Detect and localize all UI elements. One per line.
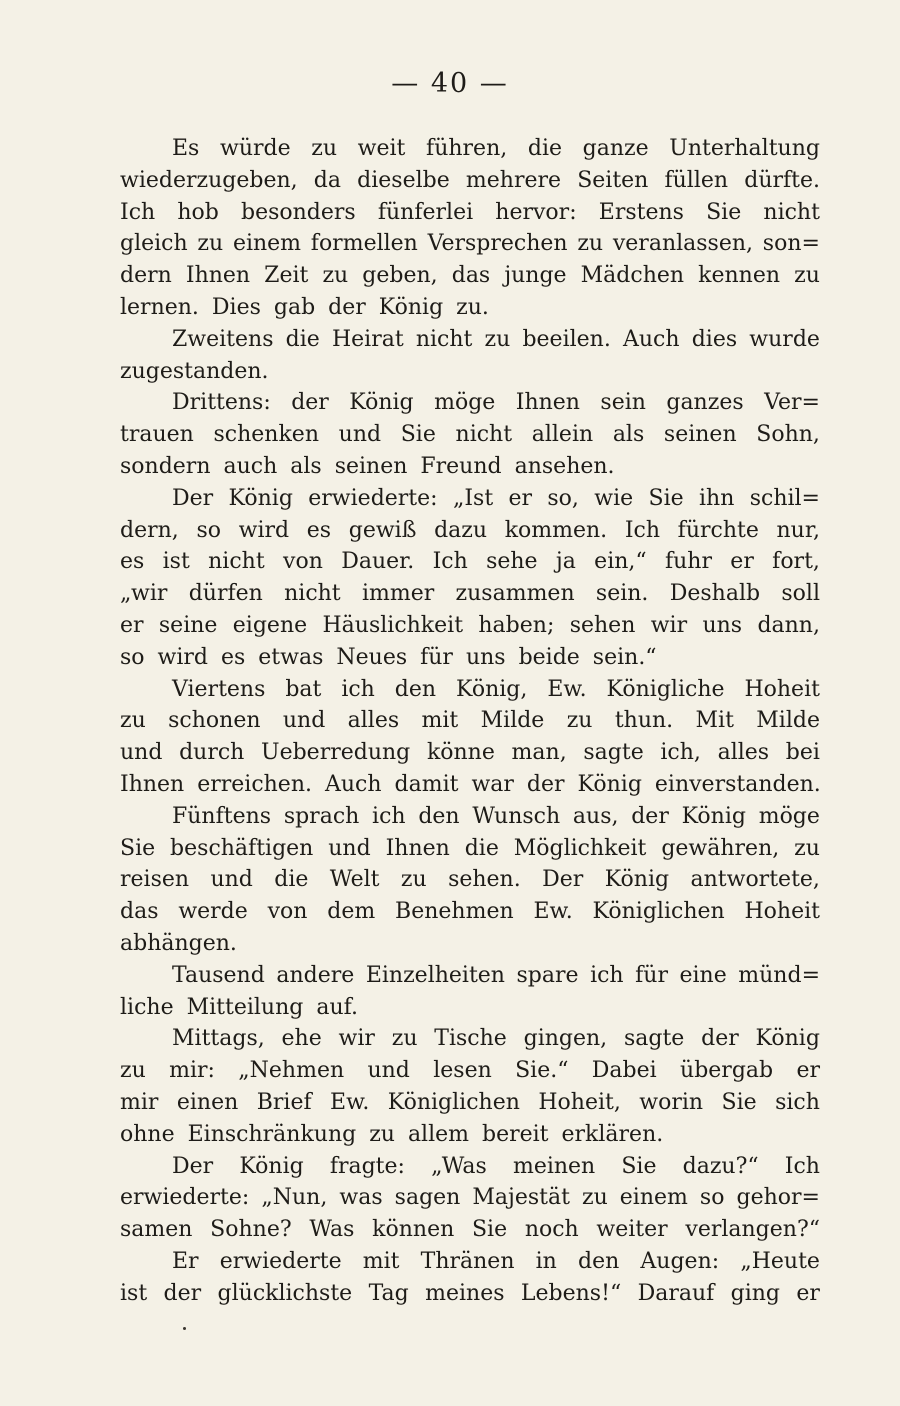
word: bei: [785, 740, 820, 766]
word: nicht: [208, 549, 265, 575]
word: seinen: [663, 422, 737, 448]
word: übergab: [680, 1058, 774, 1084]
word: sagen: [394, 1185, 461, 1211]
word: ging: [730, 1280, 781, 1306]
word: durch: [179, 740, 245, 766]
word: erwiederte:: [308, 485, 438, 511]
word: Wunsch: [472, 803, 561, 829]
text-line: sondern auch als seinen Freund ansehen.: [120, 453, 615, 479]
word: fünferlei: [377, 199, 474, 225]
word: Der: [172, 1153, 214, 1179]
word: Auch: [623, 326, 680, 352]
word: nicht: [763, 199, 820, 225]
word: zu: [484, 326, 511, 352]
word: Heirat: [331, 326, 404, 352]
word: wir: [338, 1026, 375, 1052]
word: Ihnen: [515, 390, 580, 416]
word: Tag: [368, 1280, 409, 1306]
text-line: [120, 864, 820, 896]
page-number: — 40 —: [391, 68, 509, 99]
text-line: [120, 1151, 820, 1183]
word: beeilen.: [522, 326, 611, 352]
word: können: [372, 1217, 455, 1243]
word: junge: [504, 263, 567, 289]
word: thun.: [614, 708, 674, 734]
word: ganzes: [666, 390, 744, 416]
word: Der: [172, 485, 214, 511]
word: Hoheit: [744, 676, 820, 702]
word: hob: [177, 199, 219, 225]
word: sehe: [486, 549, 538, 575]
word: Lebens!“: [520, 1280, 622, 1306]
word: in: [535, 1248, 557, 1274]
word: eigene: [232, 612, 308, 638]
word: Ihnen: [385, 835, 450, 861]
word: weiter: [596, 1217, 668, 1243]
word: was: [339, 1185, 383, 1211]
word: Thränen: [420, 1248, 515, 1274]
word: Zweitens: [172, 326, 274, 352]
word: Was: [309, 1217, 355, 1243]
word: Ich: [120, 199, 156, 225]
word: führen,: [426, 136, 508, 161]
word: ist: [162, 549, 190, 575]
word: zu: [391, 1026, 418, 1052]
word: Ver=: [764, 390, 820, 416]
word: der: [701, 1026, 739, 1052]
word: zu: [120, 1058, 146, 1084]
word: „Nun,: [261, 1185, 328, 1211]
word: und: [120, 740, 163, 766]
word: und: [367, 1058, 410, 1084]
word: wurde: [749, 326, 820, 352]
word: Königlichen: [387, 1089, 520, 1115]
text-line: [120, 674, 820, 706]
text-line: [120, 165, 820, 197]
word: geben,: [362, 263, 438, 289]
word: der: [291, 390, 329, 416]
word: nicht: [455, 422, 513, 448]
text-line: [120, 705, 820, 737]
word: der: [163, 1280, 202, 1306]
word: Deshalb: [669, 581, 761, 607]
word: Tausend: [172, 962, 265, 988]
word: Ich: [432, 549, 468, 575]
word: Seiten: [577, 167, 649, 193]
word: das: [120, 899, 159, 925]
word: meines: [425, 1280, 505, 1306]
word: alles: [717, 740, 770, 766]
word: aus,: [572, 803, 619, 829]
word: antwortete,: [690, 867, 820, 893]
word: „wir: [120, 581, 168, 607]
word: ich,: [660, 740, 701, 766]
word: wie: [594, 485, 634, 511]
text-line: [120, 419, 820, 451]
word: sprach: [283, 803, 360, 829]
word: und: [282, 708, 326, 734]
word: Mittags,: [172, 1026, 265, 1052]
word: formellen: [310, 231, 418, 257]
word: Versprechen: [427, 231, 568, 257]
word: ehe: [281, 1026, 322, 1052]
word: nur,: [776, 517, 820, 543]
word: Dabei: [591, 1058, 657, 1084]
word: Zeit: [264, 263, 309, 289]
word: man,: [511, 740, 567, 766]
word: es: [120, 549, 145, 575]
word: die: [274, 867, 309, 893]
word: hervor:: [495, 199, 577, 225]
print-speck: [183, 1327, 186, 1330]
word: fort,: [772, 549, 820, 575]
text-line: [120, 960, 820, 992]
word: Sohn,: [756, 422, 820, 448]
word: Fünftens: [172, 803, 272, 829]
word: bat: [285, 676, 322, 702]
word: spare: [516, 962, 579, 988]
word: die: [527, 136, 563, 161]
word: mir:: [169, 1058, 215, 1084]
word: da: [313, 167, 341, 193]
word: Welt: [329, 867, 380, 893]
text-line: [120, 737, 820, 769]
word: die: [285, 326, 320, 352]
word: schonen: [168, 708, 261, 734]
word: möge: [434, 390, 496, 416]
text-line: [120, 1023, 820, 1055]
word: und: [328, 835, 371, 861]
word: veranlassen,: [612, 231, 754, 257]
word: Einzelheiten: [365, 962, 505, 988]
word: Er: [172, 1248, 199, 1274]
word: so: [196, 517, 221, 543]
word: Hoheit,: [538, 1089, 621, 1115]
text-line: [120, 260, 820, 292]
text-line: Ihnen erreichen. Auch damit war der König einverstanden.: [120, 771, 821, 797]
word: Ueberredung: [261, 740, 411, 766]
word: Ew.: [330, 1089, 370, 1115]
text-line: [120, 483, 820, 515]
word: allein: [531, 422, 594, 448]
text-line: [120, 801, 820, 833]
word: König: [349, 390, 414, 416]
word: seine: [158, 612, 218, 638]
word: zu: [794, 835, 820, 861]
text-line: liche Mitteilung auf.: [120, 994, 358, 1020]
word: kommen.: [504, 517, 608, 543]
word: reisen: [120, 867, 190, 893]
word: fürchte: [677, 517, 759, 543]
text-line: [120, 228, 820, 260]
word: uns: [702, 612, 743, 638]
word: schil=: [749, 485, 820, 511]
word: und: [338, 422, 382, 448]
word: Dauer.: [341, 549, 415, 575]
word: König: [604, 867, 670, 893]
word: zu: [311, 136, 338, 161]
word: worin: [639, 1089, 704, 1115]
word: würde: [220, 136, 291, 161]
word: zu: [577, 231, 604, 257]
word: Brief: [256, 1089, 312, 1115]
text-line: so wird es etwas Neues für uns beide sein.“: [120, 644, 657, 670]
word: von: [267, 899, 308, 925]
text-line: [120, 1278, 820, 1310]
word: Hoheit: [744, 899, 820, 925]
text-line: ohne Einschränkung zu allem bereit erklären.: [120, 1121, 664, 1147]
word: verlangen?“: [685, 1217, 820, 1243]
word: schenken: [213, 422, 319, 448]
word: gleich: [120, 231, 188, 257]
word: Ich: [624, 517, 661, 543]
word: Sie: [648, 485, 684, 511]
word: nicht: [415, 326, 473, 352]
word: lesen: [433, 1058, 492, 1084]
word: Sie: [400, 422, 436, 448]
word: ganze: [582, 136, 649, 161]
word: Mädchen: [580, 263, 685, 289]
word: zusammen: [455, 581, 575, 607]
word: Sie: [706, 199, 742, 225]
word: sehen.: [448, 867, 521, 893]
word: „Was: [431, 1153, 487, 1179]
word: den: [418, 803, 460, 829]
word: zu: [566, 708, 593, 734]
word: der: [631, 803, 669, 829]
word: ihn: [698, 485, 735, 511]
word: es: [306, 517, 332, 543]
word: den: [578, 1248, 620, 1274]
word: sagte: [623, 1026, 685, 1052]
word: Es: [172, 136, 200, 161]
word: einem: [619, 1185, 688, 1211]
word: Königlichen: [592, 899, 725, 925]
word: mit: [421, 708, 459, 734]
word: dern: [120, 263, 172, 289]
word: Viertens: [172, 676, 266, 702]
word: gewähren,: [661, 835, 780, 861]
word: gehor=: [736, 1185, 820, 1211]
word: Ihnen: [185, 263, 251, 289]
word: dürfen: [188, 581, 263, 607]
word: meinen: [512, 1153, 596, 1179]
text-line: [120, 578, 820, 610]
word: fragte:: [329, 1153, 405, 1179]
word: fuhr: [664, 549, 712, 575]
text-line: [120, 1246, 820, 1278]
word: ein,“: [594, 549, 647, 575]
word: sein: [600, 390, 646, 416]
word: kennen: [698, 263, 781, 289]
word: er: [508, 485, 533, 511]
word: König,: [456, 676, 528, 702]
word: samen: [120, 1217, 193, 1243]
word: er: [796, 1058, 820, 1084]
word: Tische: [434, 1026, 507, 1052]
word: füllen: [664, 167, 729, 193]
word: eine: [679, 962, 727, 988]
text-line: [120, 133, 820, 165]
word: gewiß: [348, 517, 417, 543]
word: nicht: [284, 581, 341, 607]
word: zu: [581, 1185, 608, 1211]
word: Sie: [721, 1089, 757, 1115]
word: soll: [781, 581, 820, 607]
text-line: [120, 546, 820, 578]
word: er: [120, 612, 144, 638]
word: erwiederte:: [120, 1185, 250, 1211]
word: wird: [238, 517, 290, 543]
word: zu: [197, 231, 224, 257]
word: er: [730, 549, 754, 575]
word: er: [796, 1280, 820, 1306]
word: als: [612, 422, 645, 448]
word: noch: [524, 1217, 579, 1243]
word: Unterhaltung: [669, 136, 820, 161]
word: Augen:: [640, 1248, 720, 1274]
word: König: [681, 803, 746, 829]
word: ich: [372, 803, 406, 829]
word: Der: [542, 867, 584, 893]
word: Ich: [784, 1153, 820, 1179]
word: Mit: [695, 708, 734, 734]
text-line: [120, 1214, 820, 1246]
text-line: [120, 324, 820, 356]
word: von: [283, 549, 323, 575]
word: sein.: [595, 581, 649, 607]
word: trauen: [120, 422, 194, 448]
word: den: [394, 676, 437, 702]
word: Sie: [621, 1153, 657, 1179]
word: sehen: [569, 612, 636, 638]
word: dann,: [757, 612, 820, 638]
word: dem: [327, 899, 376, 925]
word: Sie: [471, 1217, 508, 1243]
word: ich: [590, 962, 624, 988]
word: Königliche: [606, 676, 725, 702]
word: mit: [362, 1248, 400, 1274]
word: dies: [691, 326, 738, 352]
word: zu: [120, 708, 146, 734]
word: Ew.: [533, 899, 573, 925]
word: alles: [347, 708, 400, 734]
text-line: [120, 610, 820, 642]
text-line: [120, 1087, 820, 1119]
word: Ew.: [547, 676, 587, 702]
word: dern,: [120, 517, 179, 543]
word: Möglichkeit: [513, 835, 647, 861]
word: weit: [357, 136, 406, 161]
word: mehrere: [465, 167, 562, 193]
word: zu: [400, 867, 427, 893]
word: dieselbe: [357, 167, 450, 193]
word: werde: [178, 899, 248, 925]
word: möge: [758, 803, 820, 829]
word: Sie.“: [515, 1058, 569, 1084]
word: ist: [120, 1280, 148, 1306]
word: dürfte.: [744, 167, 820, 193]
word: ja: [555, 549, 576, 575]
word: zu: [322, 263, 349, 289]
word: glücklichste: [217, 1280, 353, 1306]
word: so: [699, 1185, 725, 1211]
word: Sie: [120, 835, 156, 861]
word: das: [451, 263, 491, 289]
word: könne: [426, 740, 495, 766]
word: „Ist: [452, 485, 494, 511]
word: „Nehmen: [238, 1058, 345, 1084]
word: sich: [775, 1089, 820, 1115]
word: Majestät: [472, 1185, 570, 1211]
text-line: [120, 387, 820, 419]
word: Milde: [480, 708, 545, 734]
word: einem: [232, 231, 302, 257]
text-line: lernen. Dies gab der König zu.: [120, 294, 489, 320]
text-line: [120, 833, 820, 865]
word: Benehmen: [395, 899, 514, 925]
word: Erstens: [598, 199, 684, 225]
word: Sohne?: [210, 1217, 292, 1243]
word: zu: [794, 263, 820, 289]
word: andere: [276, 962, 355, 988]
text-line: abhängen.: [120, 930, 237, 956]
word: mir: [120, 1089, 159, 1115]
text-line: zugestanden.: [120, 358, 269, 384]
word: beschäftigen: [170, 835, 314, 861]
word: wir: [650, 612, 688, 638]
word: Darauf: [637, 1280, 715, 1306]
word: Milde: [756, 708, 820, 734]
word: dazu?“: [682, 1153, 759, 1179]
word: son=: [762, 231, 820, 257]
text-line: [120, 896, 820, 928]
word: gingen,: [523, 1026, 608, 1052]
word: Häuslichkeit: [322, 612, 464, 638]
word: „Heute: [740, 1248, 820, 1274]
text-line: [120, 1055, 820, 1087]
word: wiederzugeben,: [120, 167, 298, 193]
word: so,: [547, 485, 579, 511]
word: König: [755, 1026, 820, 1052]
word: erwiederte: [219, 1248, 342, 1274]
word: König: [228, 485, 293, 511]
word: und: [210, 867, 253, 893]
word: sagte: [583, 740, 644, 766]
word: für: [635, 962, 668, 988]
word: besonders: [241, 199, 356, 225]
word: König: [239, 1153, 304, 1179]
word: die: [464, 835, 499, 861]
text-line: [120, 515, 820, 547]
word: haben;: [478, 612, 555, 638]
word: ich: [341, 676, 375, 702]
body-text: [120, 133, 820, 1309]
word: einen: [176, 1089, 239, 1115]
word: dazu: [434, 517, 488, 543]
word: Drittens:: [172, 390, 271, 416]
word: münd=: [738, 962, 820, 988]
text-line: [120, 1182, 820, 1214]
text-line: [120, 197, 820, 229]
word: immer: [361, 581, 435, 607]
